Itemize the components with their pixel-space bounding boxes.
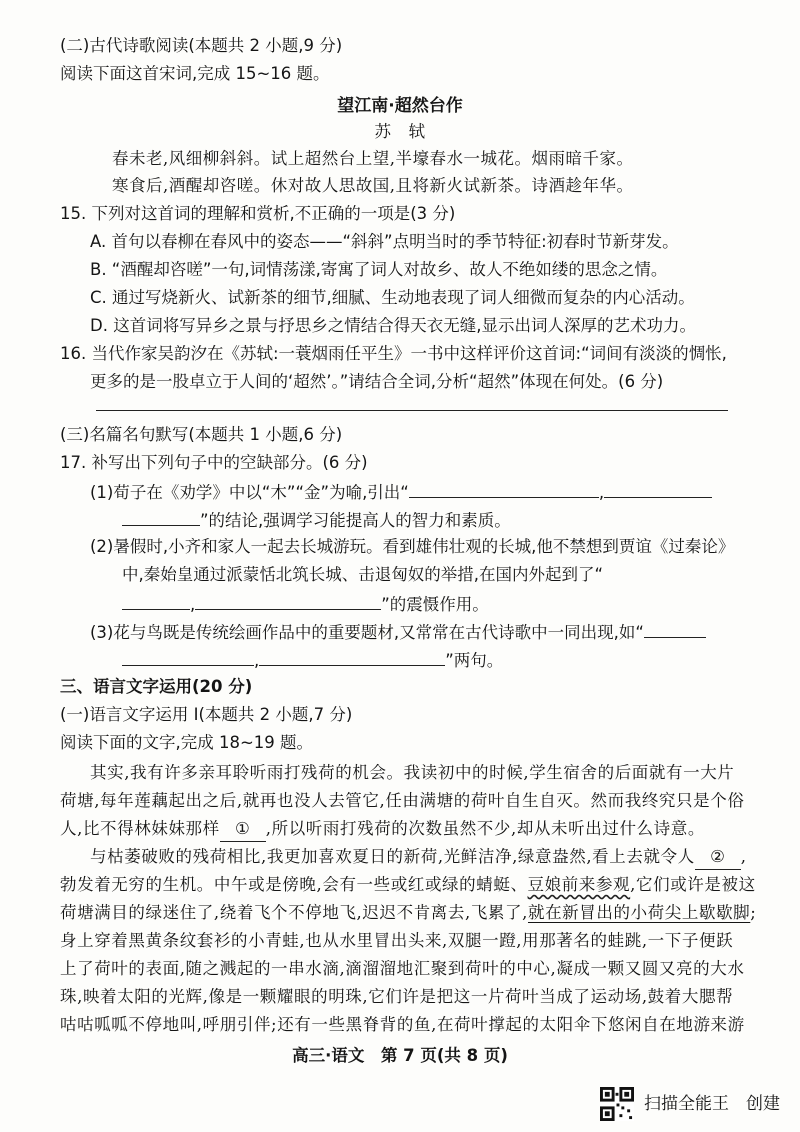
blank-marker-1: ① (220, 817, 266, 842)
page-footer: 高三·语文 第 7 页(共 8 页) (292, 1046, 508, 1065)
q17-p1-text-a: (1)荀子在《劝学》中以“木”“金”为喻,引出“ (90, 483, 409, 502)
passage-line-1: 其实,我有许多亲耳聆听雨打残荷的机会。我读初中的时候,学生宿舍的后面就有一大片 (90, 763, 735, 782)
fill-blank (644, 619, 706, 638)
fill-blank (122, 507, 200, 526)
passage-text: 人,比不得林妹妹那样 (60, 819, 220, 838)
passage-text: 勃发着无穷的生机。中午或是傍晚,会有一些或红或绿的蜻蜓、 (60, 875, 528, 894)
question-17-part-1-line-2 (122, 507, 511, 533)
passage-line-2: 荷塘,每年莲藕起出之后,就再也没人去管它,任由满塘的荷叶自生自灭。然而我终究只是个俗 (60, 791, 745, 810)
question-16-line-2: 更多的是一股卓立于人间的‘超然’。”请结合全词,分析“超然”体现在何处。(6 分) (90, 372, 664, 391)
passage-text: ,所以听雨打残荷的次数虽然不少,却从未听出过什么诗意。 (265, 819, 705, 838)
question-15-stem: 15. 下列对这首词的理解和赏析,不正确的一项是(3 分) (60, 204, 456, 223)
fill-blank (259, 647, 445, 666)
question-15-option-b: B. “酒醒却咨嗟”一句,词情荡漾,寄寓了词人对故乡、故人不绝如缕的思念之情。 (90, 260, 668, 279)
question-17-part-2-line-3 (122, 591, 489, 617)
part-3-header: 三、语言文字运用(20 分) (60, 677, 253, 696)
question-17-part-3-line-2 (122, 647, 503, 673)
question-16-line-1: 16. 当代作家吴韵汐在《苏轼:一蓑烟雨任平生》一书中这样评价这首词:“词间有淡淡的惆怅, (60, 344, 727, 363)
qr-code-icon (600, 1087, 634, 1121)
fill-blank (122, 591, 190, 610)
poem-author: 苏 轼 (374, 122, 426, 141)
question-15-option-a: A. 首句以春柳在春风中的姿态——“斜斜”点明当时的季节特征:初春时节新芽发。 (90, 232, 679, 251)
question-15-option-d: D. 这首词将写异乡之景与抒思乡之情结合得天衣无缝,显示出词人深厚的艺术功力。 (90, 316, 696, 335)
scanner-watermark: 扫描全能王 创建 (644, 1094, 780, 1114)
poem-line-2: 寒食后,酒醒却咨嗟。休对故人思故国,且将新火试新茶。诗酒趁年华。 (112, 176, 634, 195)
fill-blank (122, 647, 254, 666)
passage-line-5 (60, 873, 756, 897)
passage-line-10: 咕咕呱呱不停地叫,呼朋引伴;还有一些黑脊背的鱼,在荷叶撑起的太阳伞下悠闲自在地游来游 (60, 1015, 745, 1034)
section-header-recitation: (三)名篇名句默写(本题共 1 小题,6 分) (60, 425, 343, 444)
section-header-ancient-poetry: (二)古代诗歌阅读(本题共 2 小题,9 分) (60, 36, 343, 55)
passage-instruction: 阅读下面的文字,完成 18~19 题。 (60, 733, 314, 752)
q17-p1-text-b: ”的结论,强调学习能提高人的智力和素质。 (200, 511, 511, 530)
question-17-part-2-line-2: 中,秦始皇通过派蒙恬北筑长城、击退匈奴的举措,在国内外起到了“ (122, 565, 604, 584)
passage-line-8: 上了荷叶的表面,随之溅起的一串水滴,滴溜溜地汇聚到荷叶的中心,凝成一颗又圆又亮的大水 (60, 959, 745, 978)
question-17-part-3-line-1 (90, 619, 706, 645)
question-17-stem: 17. 补写出下列句子中的空缺部分。(6 分) (60, 453, 368, 472)
passage-line-7: 身上穿着黑黄条纹套衫的小青蛙,也从水里冒出头来,双腿一蹬,用那著名的蛙跳,一下子便跃 (60, 931, 734, 950)
fill-blank (195, 591, 381, 610)
fill-blank (409, 479, 599, 498)
comma: , (190, 595, 196, 614)
passage-line-6 (60, 901, 756, 925)
passage-line-3 (60, 817, 705, 842)
comma: , (254, 651, 260, 670)
q17-p2-text-c: ”的震慑作用。 (381, 595, 489, 614)
passage-text: ,它们或许是被这 (630, 875, 756, 894)
passage-text: 与枯萎破败的残荷相比,我更加喜欢夏日的新荷,光鲜洁净,绿意盎然,看上去就令人 (90, 847, 695, 866)
passage-text: , (740, 847, 747, 866)
underlined-phrase: 就在新冒出的小荷尖上歇歇脚 (527, 903, 751, 922)
question-17-part-1-line-1 (90, 479, 712, 505)
passage-text: ; (750, 903, 757, 922)
passage-line-9: 珠,映着太阳的光辉,像是一颗耀眼的明珠,它们许是把这一片荷叶当成了运动场,鼓着大腮帮 (60, 987, 734, 1006)
q17-p3-text-b: ”两句。 (445, 651, 504, 670)
poetry-instruction: 阅读下面这首宋词,完成 15~16 题。 (60, 64, 330, 83)
poem-title: 望江南·超然台作 (337, 96, 463, 116)
passage-line-4 (90, 845, 747, 870)
poem-line-1: 春未老,风细柳斜斜。试上超然台上望,半壕春水一城花。烟雨暗千家。 (112, 149, 634, 168)
question-17-part-2-line-1: (2)暑假时,小齐和家人一起去长城游玩。看到雄伟壮观的长城,他不禁想到贾谊《过秦论》 (90, 537, 735, 556)
fill-blank (604, 479, 712, 498)
passage-text: 荷塘满目的绿迷住了,绕着飞个不停地飞,迟迟不肯离去,飞累了, (60, 903, 528, 922)
language-use-1-header: (一)语言文字运用 Ⅰ(本题共 2 小题,7 分) (60, 705, 353, 724)
comma: , (598, 483, 605, 502)
blank-marker-2: ② (695, 845, 741, 870)
wavy-underlined-phrase: 豆娘前来参观 (527, 875, 631, 894)
answer-line (96, 410, 728, 411)
q17-p3-text-a: (3)花与鸟既是传统绘画作品中的重要题材,又常常在古代诗歌中一同出现,如“ (90, 623, 644, 642)
question-15-option-c: C. 通过写烧新火、试新茶的细节,细腻、生动地表现了词人细微而复杂的内心活动。 (90, 288, 695, 307)
